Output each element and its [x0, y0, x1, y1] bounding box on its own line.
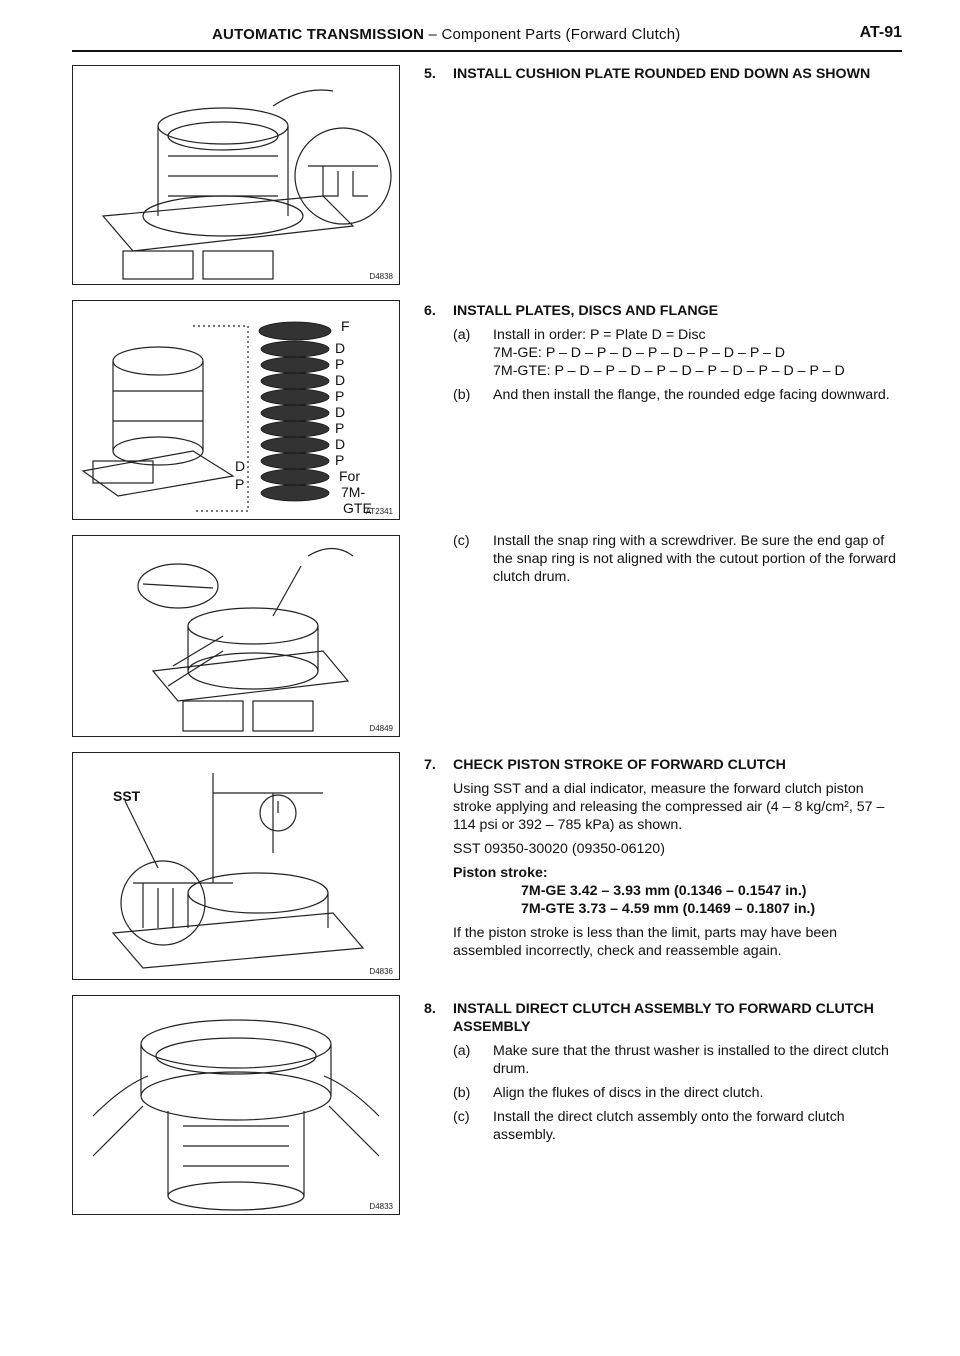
figure-snap-ring — [72, 535, 400, 737]
sst-number: SST 09350-30020 (09350-06120) — [453, 841, 665, 857]
header-title-rest: – Component Parts (Forward Clutch) — [424, 26, 681, 43]
substep-a — [453, 1042, 904, 1078]
label-d: D — [335, 404, 346, 420]
step-5 — [424, 65, 904, 83]
step-number: 6. — [424, 303, 436, 319]
piston-stroke-illustration — [73, 753, 399, 979]
step-title: INSTALL PLATES, DISCS AND FLANGE — [453, 303, 719, 319]
substep-text: Install the snap ring with a screwdriver. Be sure the end gap of the snap ring is not aligned with the cutout portion of the forward clutch drum. — [493, 533, 897, 585]
step-7-note: If the piston stroke is less than the limit, parts may have been assembled incorrectly, check and reassemble again. — [453, 925, 838, 959]
piston-stroke-7m-ge: 7M-GE 3.42 – 3.93 mm (0.1346 – 0.1547 in.) — [521, 883, 807, 899]
header-title — [212, 26, 680, 43]
page-number: AT-91 — [859, 24, 902, 41]
step-6-c — [424, 532, 904, 586]
step-8 — [424, 1000, 904, 1144]
substep-b — [453, 1084, 904, 1102]
order-7m-ge: 7M-GE: P – D – P – D – P – D – P – D – P – D — [493, 345, 786, 361]
substep-label: (b) — [453, 1085, 471, 1101]
step-number: 8. — [424, 1001, 436, 1017]
figure-cushion-plate — [72, 65, 400, 285]
page-header — [72, 20, 902, 50]
step-7-paragraph: Using SST and a dial indicator, measure the forward clutch piston stroke applying and releasing the compressed air (4 – 8 kg/cm², 57 – 114 psi or 392 – 785 kPa) as shown. — [453, 781, 885, 833]
cushion-plate-illustration — [73, 66, 399, 284]
order-7m-gte: 7M-GTE: P – D – P – D – P – D – P – D – P – D – P – D — [493, 363, 845, 379]
label-d: D — [235, 458, 246, 474]
substep-c — [453, 532, 904, 586]
step-title: INSTALL DIRECT CLUTCH ASSEMBLY TO FORWARD CLUTCH ASSEMBLY — [453, 1001, 874, 1035]
figure-code: AT2341 — [365, 507, 393, 516]
label-model-a: 7M- — [341, 484, 366, 500]
figure-code: D4836 — [369, 967, 393, 976]
substep-text: And then install the flange, the rounded edge facing downward. — [493, 387, 890, 403]
substep-b — [453, 386, 904, 404]
figure-code: D4833 — [369, 1202, 393, 1211]
step-number: 7. — [424, 757, 436, 773]
substep-text: Install in order: P = Plate D = Disc — [493, 327, 706, 343]
substep-label: (c) — [453, 1109, 470, 1125]
label-d: D — [335, 436, 346, 452]
substep-label: (a) — [453, 1043, 471, 1059]
substep-text: Install the direct clutch assembly onto the forward clutch assembly. — [493, 1109, 845, 1143]
piston-stroke-title: Piston stroke: — [453, 865, 548, 881]
label-p: P — [335, 356, 345, 372]
substep-label: (b) — [453, 387, 471, 403]
substep-text: Align the flukes of discs in the direct clutch. — [493, 1085, 764, 1101]
label-p: P — [335, 452, 345, 468]
label-d: D — [335, 372, 346, 388]
substep-text: Make sure that the thrust washer is installed to the direct clutch drum. — [493, 1043, 889, 1077]
figure-code: D4849 — [369, 724, 393, 733]
step-7 — [424, 756, 904, 960]
header-rule — [72, 50, 902, 52]
substep-label: (a) — [453, 327, 471, 343]
substep-c — [453, 1108, 904, 1144]
substep-a — [453, 326, 904, 380]
label-model-b: GTE — [343, 500, 372, 516]
substep-label: (c) — [453, 533, 470, 549]
figure-piston-stroke — [72, 752, 400, 980]
sst-label: SST — [113, 788, 141, 804]
piston-stroke-7m-gte: 7M-GTE 3.73 – 4.59 mm (0.1469 – 0.1807 in.) — [521, 901, 816, 917]
figure-code: D4838 — [369, 272, 393, 281]
label-p: P — [335, 420, 345, 436]
figure-direct-clutch — [72, 995, 400, 1215]
step-title: INSTALL CUSHION PLATE ROUNDED END DOWN AS SHOWN — [453, 66, 871, 82]
label-for: For — [339, 468, 360, 484]
plates-discs-illustration — [73, 301, 399, 519]
label-p: P — [235, 476, 245, 492]
direct-clutch-illustration — [73, 996, 399, 1214]
label-d: D — [335, 340, 346, 356]
label-f: F — [341, 318, 350, 334]
figure-plates-discs — [72, 300, 400, 520]
label-p: P — [335, 388, 345, 404]
snap-ring-illustration — [73, 536, 399, 736]
step-6 — [424, 302, 904, 404]
step-title: CHECK PISTON STROKE OF FORWARD CLUTCH — [453, 757, 786, 773]
step-number: 5. — [424, 66, 436, 82]
header-title-bold: AUTOMATIC TRANSMISSION — [212, 26, 425, 43]
